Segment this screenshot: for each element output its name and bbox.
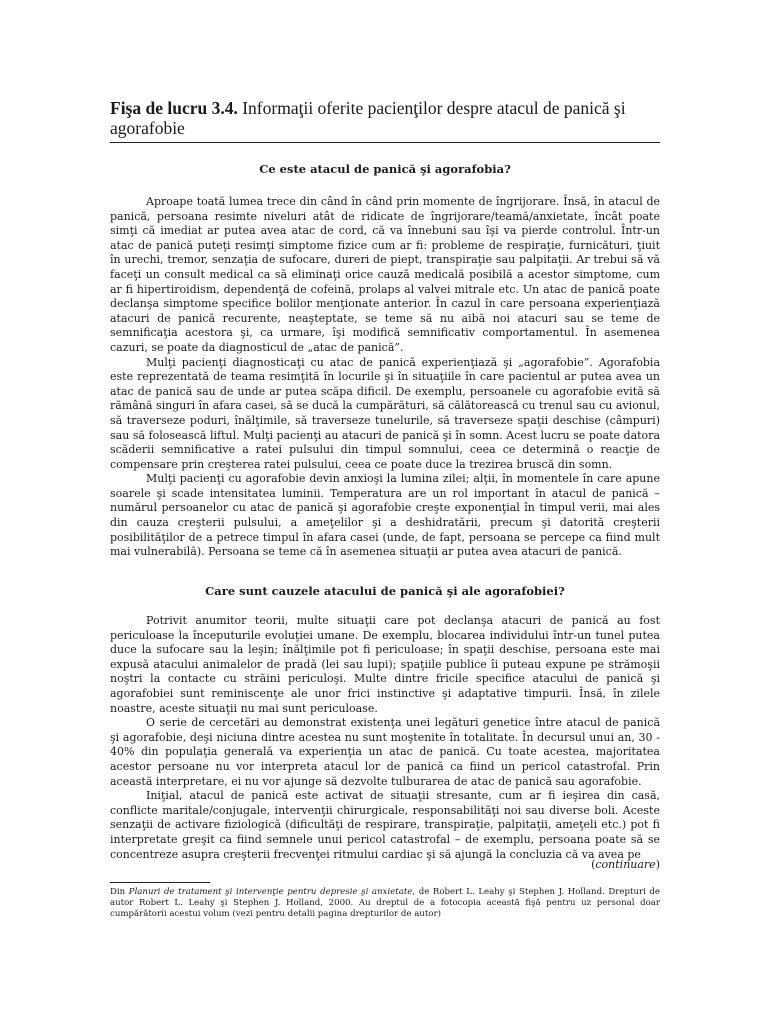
footnote-rest: , de Robert L. Leahy şi Stephen J. Holland. Drepturi de autor Robert L. Leahy şi Stephen J. Holland, 2000. Au dreptul de a fotocopia această fişă pentru uz personal doar cumpărătorii acestui volum (vezi pentru detalii pagina drepturilor de autor) xyxy=(110,887,661,920)
paragraph: Iniţial, atacul de panică este activat de situaţii stresante, cum ar fi ieşirea din casă, conflicte maritale/conjugale, intervenţii chirurgicale, responsabilităţi noi sau diverse boli. Aceste senzaţii de activare fiziologică (dificultăţi de respirare, transpiraţie, palpitaţii, ameţeli etc.) pot fi interpretate greşit ca fiind semnele unui pericol catastrofal – de exemplu, persoana poate să se concentreze asupra creşterii frecvenţei ritmului cardiac şi să ajungă la concluzia că va avea pe xyxy=(110,789,660,861)
section-causes xyxy=(110,614,660,862)
title-number: Fişa de lucru 3.4. xyxy=(110,98,238,118)
continuation-text: continuare xyxy=(595,858,656,871)
paragraph: Mulţi pacienţi cu agorafobie devin anxioşi la lumina zilei; alţii, în momentele în care apune soarele şi scade intensitatea luminii. Temperatura are un rol important în atacul de panică – numărul persoanelor cu atac de panică şi agorafobie creşte exponenţial în timpul verii, mai ales din cauza creşterii pulsului, a ameţelilor şi a deshidratării, precum şi datorită creşterii posibilităţilor de a petrece timpul în afara casei (unde, de fapt, persoana se percepe ca fiind mult mai vulnerabilă). Persoana se teme că în asemenea situaţii ar putea avea atacuri de panică. xyxy=(110,472,660,559)
copyright-footnote xyxy=(110,887,660,921)
section-what-is xyxy=(110,195,660,560)
footnote-divider xyxy=(110,882,210,883)
page-title xyxy=(110,98,660,138)
footnote-prefix: Din xyxy=(110,887,129,897)
continuation-note: (continuare) xyxy=(591,858,660,871)
title-divider xyxy=(110,142,660,143)
section-heading-causes: Care sunt cauzele atacului de panică şi ale agorafobiei? xyxy=(205,584,565,598)
title-text: Informaţii oferite pacienţilor despre atacul de panică şi agorafobie xyxy=(110,98,626,138)
paragraph: O serie de cercetări au demonstrat existenţa unei legături genetice între atacul de panică şi agorafobie, deşi niciuna dintre acestea nu sunt moştenite în totalitate. În decursul unui an, 30 - 40% din populaţia generală va experienţia un atac de panică. Cu toate acestea, majoritatea acestor persoane nu vor interpreta atacul lor de panică ca fiind un pericol catastrofal. Prin această interpretare, ei nu vor ajunge să dezvolte tulburarea de atac de panică sau agorafobie. xyxy=(110,716,660,788)
section-heading-what-is: Ce este atacul de panică şi agorafobia? xyxy=(259,162,511,176)
paragraph: Aproape toată lumea trece din când în când prin momente de îngrijorare. Însă, în atacul de panică, persoana resimte niveluri atât de ridicate de îngrijorare/teamă/anxietate, încât poate simţi că imediat ar putea avea atac de cord, că va înnebuni sau îşi va pierde controlul. Într-un atac de panică puteţi resimţi simptome fizice cum ar fi: probleme de respiraţie, furnicături, ţiuit în urechi, tremor, senzaţia de sufocare, dureri de piept, transpiraţie sau palpitaţii. Ar trebui să vă faceţi un consult medical ca să eliminaţi orice cauză medicală posibilă a acestor simptome, cum ar fi hipertiroidism, dependenţă de cofeină, prolaps al valvei mitrale etc. Un atac de panică poate declanşa simptome specifice bolilor menţionate anterior. În cazul în care persoana experienţiază atacuri de panică recurente, neaşteptate, se teme să nu aibă noi atacuri sau se teme de semnificaţia acestora şi, ca urmare, îşi modifică semnificativ comportamentul. În asemenea cazuri, se poate da diagnosticul de „atac de panică”. xyxy=(110,195,660,354)
footnote-book-title: Planuri de tratament şi intervenţie pentru depresie şi anxietate xyxy=(128,887,413,897)
paragraph: Potrivit anumitor teorii, multe situaţii care pot declanşa atacuri de panică au fost periculoase la începuturile evoluţiei umane. De exemplu, blocarea individului într-un tunel putea duce la sufocare sau la leşin; înălţimile pot fi periculoase; în spaţii deschise, persoana este mai expusă atacului animalelor de pradă (lei sau lupi); spaţiile publice îi puteau expune pe strămoşii noştri la contacte cu străini periculoşi. Multe dintre fricile specifice atacului de panică şi agorafobiei sunt reminiscenţe ale unor frici instinctive şi adaptative timpurii. Însă, în zilele noastre, aceste situaţii nu mai sunt periculoase. xyxy=(110,614,660,715)
paragraph: Mulţi pacienţi diagnosticaţi cu atac de panică experienţiază şi „agorafobie”. Agorafobia este reprezentată de teama resimţită în locurile şi în situaţiile în care pacientul ar putea avea un atac de panică sau de unde ar putea scăpa dificil. De exemplu, persoanele cu agorafobie evită să rămână singuri în afara casei, să se ducă la cumpărături, să călătorească cu trenul sau cu avionul, să traverseze poduri, înălţimile, să traverseze tunelurile, să traverseze spaţii deschise (câmpuri) sau să folosească liftul. Mulţi pacienţi au atacuri de panică şi în somn. Acest lucru se poate datora scăderii semnificative a ratei pulsului din timpul somnului, ceea ce determină o reacţie de compensare prin creşterea ratei pulsului, ceea ce poate duce la trezirea bruscă din somn. xyxy=(110,355,660,471)
